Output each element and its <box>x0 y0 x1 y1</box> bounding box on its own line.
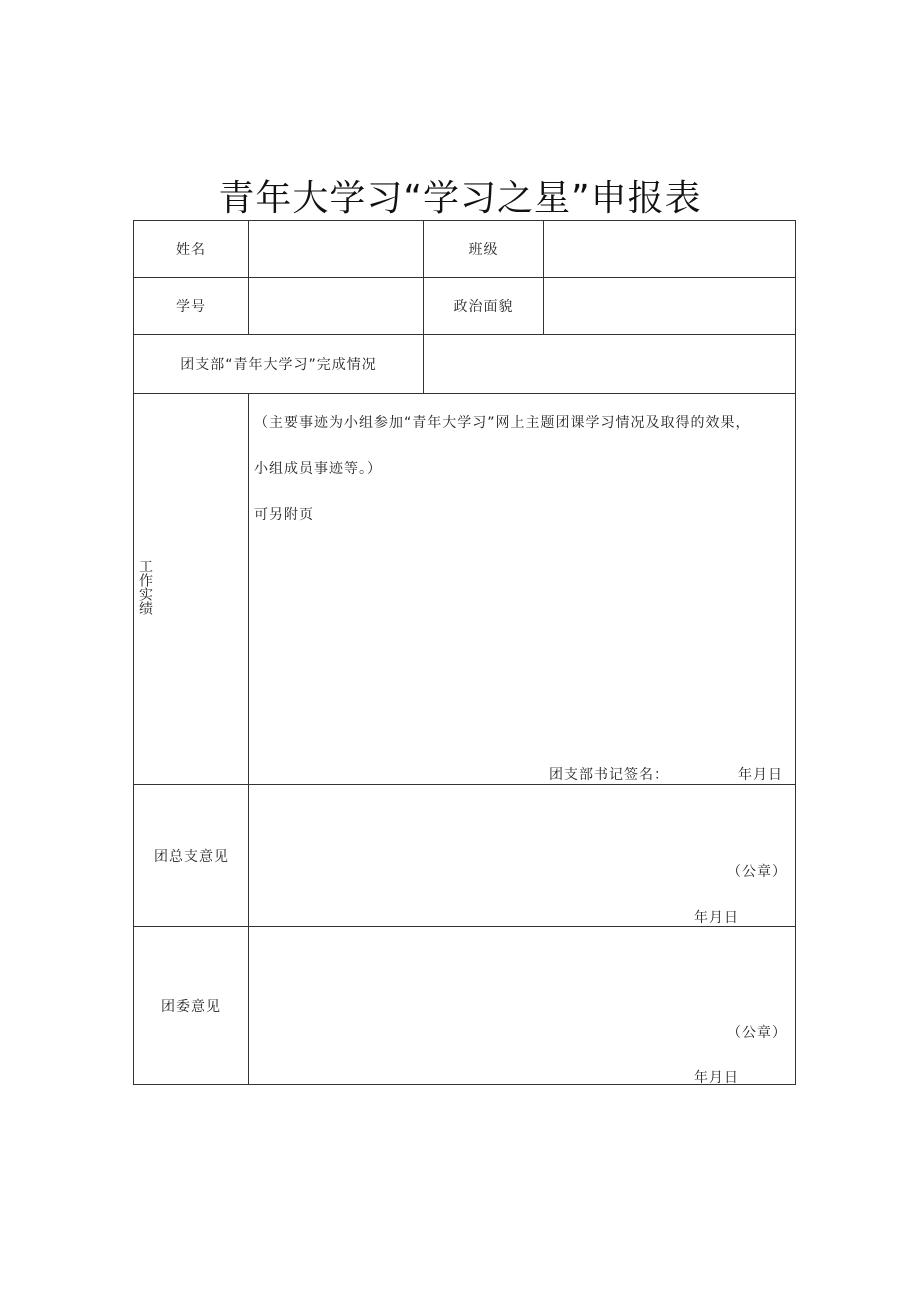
achievements-hint-line2: 小组成员事迹等。） <box>254 461 382 477</box>
achievements-label-cell <box>134 394 249 785</box>
row-name-class <box>134 221 796 278</box>
date-label-1: 年月日 <box>738 767 783 783</box>
achievements-hint-line3: 可另附页 <box>254 507 314 523</box>
row-completion <box>134 335 796 394</box>
seal-label-1: （公章） <box>727 864 787 880</box>
political-status-label: 政治面貌 <box>424 278 544 335</box>
page-title: 青年大学习“学习之星”申报表 <box>218 178 702 219</box>
application-form-table <box>133 220 796 1085</box>
date-label-2: 年月日 <box>694 910 739 926</box>
general-branch-label: 团总支意见 <box>134 785 249 927</box>
class-field[interactable] <box>544 221 796 278</box>
seal-label-2: （公章） <box>727 1025 787 1041</box>
completion-label: 团支部“青年大学习”完成情况 <box>134 335 424 394</box>
row-achievements <box>134 394 796 785</box>
row-id-political <box>134 278 796 335</box>
row-committee <box>134 927 796 1085</box>
student-id-field[interactable] <box>249 278 424 335</box>
political-status-field[interactable] <box>544 278 796 335</box>
achievements-field[interactable] <box>249 394 796 785</box>
committee-label: 团委意见 <box>134 927 249 1085</box>
class-label: 班级 <box>424 221 544 278</box>
general-branch-field[interactable] <box>249 785 796 927</box>
student-id-label: 学号 <box>134 278 249 335</box>
committee-field[interactable] <box>249 927 796 1085</box>
name-field[interactable] <box>249 221 424 278</box>
row-general-branch <box>134 785 796 927</box>
secretary-signature-label: 团支部书记签名： <box>549 767 669 783</box>
completion-field[interactable] <box>424 335 796 394</box>
achievements-hint-line1: （主要事迹为小组参加“青年大学习”网上主题团课学习情况及取得的效果， <box>254 415 751 431</box>
date-label-3: 年月日 <box>694 1070 739 1086</box>
achievements-label: 工作实绩 <box>137 559 153 615</box>
name-label: 姓名 <box>134 221 249 278</box>
